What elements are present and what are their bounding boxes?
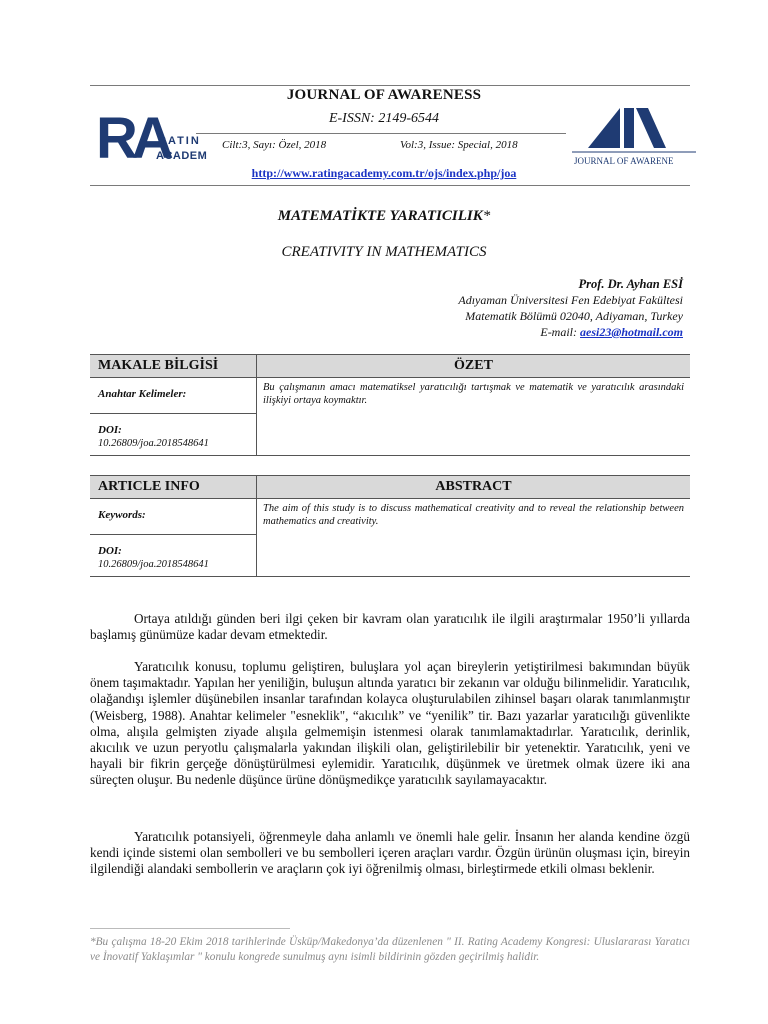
doi-value-tr: 10.26809/joa.2018548641 <box>98 438 209 449</box>
header-bottom-rule <box>90 185 690 186</box>
eissn: E-ISSN: 2149-6544 <box>328 111 440 126</box>
ozet-header: ÖZET <box>454 358 493 373</box>
doi-label-en: DOI: <box>98 545 122 557</box>
header-volume-rule <box>196 133 566 134</box>
author-email-line: E-mail: aesi23@hotmail.com <box>540 325 683 339</box>
doi-label-tr: DOI: <box>98 424 122 436</box>
volume-turkish: Cilt:3, Sayı: Özel, 2018 <box>222 139 327 151</box>
makale-bilgisi-header: MAKALE BİLGİSİ <box>98 358 219 373</box>
body-paragraph-2: Yaratıcılık konusu, toplumu geliştiren, buluşlara yol açan bireylerin yetiştirilmesi bakımından büyük önem taşımaktadır. Yapılan her yeniliğin, buluşun altında yaratıcı bir zekanın var olduğu bilinmelidir. Yaratıcılık, olağandışı işlemler düşünebilen insanlar tarafından kolayca oluşturulabilen zihinsel başarı olarak tanımlanmıştır (Weisberg, 1988). Anahtar kelimeler "esneklik", “akıcılık” ve “yenilik” tir. Bazı yazarlar yaratıcılığı güvenlikte olma, alışıla gelmişten ziyade alışıla gelmemişin istenmesi olarak tanımlamaktadırlar. Yaratıcılık, derinlik, akıcılık ve uzun peryotlu çalışmalarla yakından ilişkili olan, geliştirilebilir bir yetenektir. Yaratıcılık, yeni ve hayali bir fikrin gerçeğe dönüştürülmesi eylemidir. Yaratıcılık, düşünmek ve üretmek olmak üzere iki ana süreçten oluşur. Bu nedenle düşünce ürüne dönüşmedikçe yaratıcılık sayılamayacaktır. <box>90 659 690 788</box>
body-paragraph-1: Ortaya atıldığı günden beri ilgi çeken bir kavram olan yaratıcılık ile ilgili araştırmalar 1950’li yıllarda başlamış günümüze kadar devam etmektedir. <box>90 611 690 643</box>
abstract-text: The aim of this study is to discuss mathematical creativity and to reveal the relationship between mathematics and creativity. <box>263 503 684 527</box>
author-affiliation-faculty: Adıyaman Üniversitesi Fen Edebiyat Fakültesi <box>458 293 683 307</box>
journal-url-link[interactable]: http://www.ratingacademy.com.tr/ojs/index.php/joa <box>251 166 517 180</box>
svg-text:RATIN: RATIN <box>158 135 201 147</box>
journal-title: JOURNAL OF AWARENESS <box>286 87 482 103</box>
volume-english: Vol:3, Issue: Special, 2018 <box>400 139 518 151</box>
author-affiliation-department: Matematik Bölümü 02040, Adiyaman, Turkey <box>465 309 683 323</box>
article-title-english: CREATIVITY IN MATHEMATICS <box>281 244 487 260</box>
footnote: *Bu çalışma 18-20 Ekim 2018 tarihlerinde Üsküp/Makedonya’da düzenlenen " II. Rating Academy Kongresi: Uluslararası Yaratıcı ve İnovatif Yaklaşımlar " konulu kongrede sunulmuş aynı isimli bildirinin gözden geçirilmiş halidir. <box>90 936 690 963</box>
header-top-rule <box>90 85 690 86</box>
article-title-turkish: MATEMATİKTE YARATICILIK* <box>277 208 491 224</box>
abstract-header: ABSTRACT <box>435 479 512 494</box>
doi-value-en: 10.26809/joa.2018548641 <box>98 559 209 570</box>
keywords-label: Keywords: <box>98 509 146 521</box>
footnote-rule <box>90 928 290 929</box>
author-name: Prof. Dr. Ayhan ESİ <box>578 277 683 291</box>
ozet-text: Bu çalışmanın amacı matematiksel yaratıcılığı tartışmak ve matematik ve yaratıcılık arasındaki ilişkiyi ortaya koymaktır. <box>263 382 684 406</box>
svg-text:JOURNAL OF AWARENE: JOURNAL OF AWARENE <box>574 156 674 166</box>
anahtar-kelimeler-label: Anahtar Kelimeler: <box>98 388 187 400</box>
svg-text:ACADEM: ACADEM <box>156 150 208 162</box>
makale-bilgisi-table <box>90 354 690 456</box>
author-email-link[interactable]: aesi23@hotmail.com <box>580 325 683 339</box>
logo-mark: RA <box>96 106 168 171</box>
body-paragraph-3: Yaratıcılık potansiyeli, öğrenmeyle daha anlamlı ve önemli hale gelir. İnsanın her alanda kendine özgü kendi içinde sistemi olan sembolleri ve bu sembolleri içeren araçları vardır. Özgün ürünün oluşması için, bireyin ilgilendiği alandaki sembollerin ve araçların çok iyi öğrenilmiş olması, birleştirmede etkili olması beklenir. <box>90 829 690 877</box>
article-info-header: ARTICLE INFO <box>98 479 200 494</box>
footnote-marker: * <box>482 208 491 224</box>
article-info-table <box>90 475 690 577</box>
